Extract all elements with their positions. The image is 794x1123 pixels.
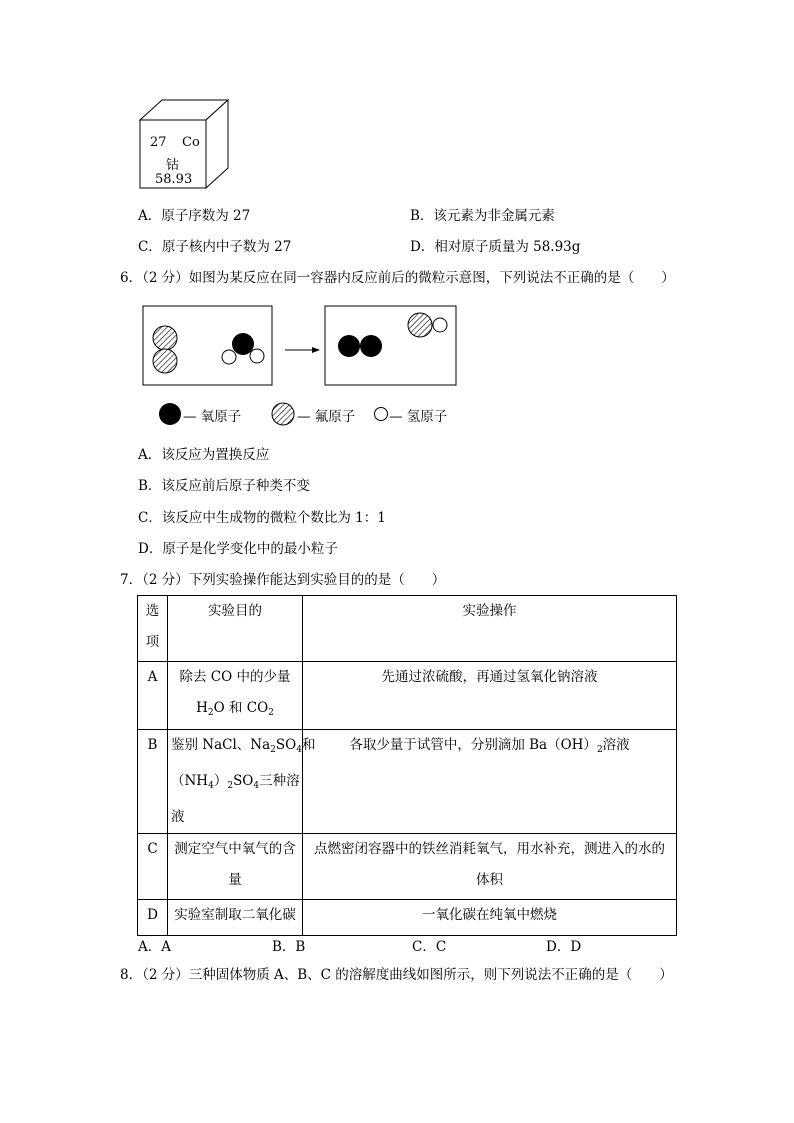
fluorine-atom <box>408 313 432 337</box>
table-row <box>138 730 677 834</box>
legend-fluorine-label: — 氟原子 <box>297 409 356 425</box>
q7-option-d[interactable]: D．D <box>546 939 582 955</box>
q5-option-c[interactable]: C．原子核内中子数为 27 <box>138 239 292 255</box>
q7-option-c[interactable]: C．C <box>412 939 447 955</box>
q6-reaction-diagram <box>140 303 460 393</box>
row-operation: 点燃密闭容器中的铁丝消耗氧气，用水补充，测进入的水的 体积 <box>303 834 677 900</box>
q5-option-a[interactable]: A．原子序数为 27 <box>138 208 251 224</box>
table-row <box>138 834 677 900</box>
q6-stem: 6．（2 分）如图为某反应在同一容器内反应前后的微粒示意图，下列说法不正确的是（ ） <box>120 270 675 286</box>
q8-stem: 8．（2 分）三种固体物质 A、B、C 的溶解度曲线如图所示，则下列说法不正确的是（ ） <box>120 967 673 983</box>
q5-option-d[interactable]: D．相对原子质量为 58.93g <box>410 239 581 255</box>
fluorine-legend-icon <box>270 401 296 427</box>
row-operation: 一氧化碳在纯氧中燃烧 <box>303 900 677 936</box>
hydrogen-atom <box>250 349 264 363</box>
header-option: 选 项 <box>138 596 168 662</box>
hydrogen-atom <box>433 318 447 332</box>
row-goal: 鉴别 NaCl、$Na_2SO_4$和 $(NH_4)_2SO_4$三种溶 液 <box>168 730 303 834</box>
row-option: A <box>138 662 168 730</box>
row-goal: 实验室制取二氧化碳 <box>168 900 303 936</box>
header-goal: 实验目的 <box>168 596 303 662</box>
row-operation: 先通过浓硫酸，再通过氢氧化钠溶液 <box>303 662 677 730</box>
oxygen-atom <box>232 333 254 355</box>
header-operation: 实验操作 <box>303 596 677 662</box>
q6-option-d[interactable]: D．原子是化学变化中的最小粒子 <box>138 541 338 557</box>
oxygen-atom <box>360 335 382 357</box>
table-row <box>138 900 677 936</box>
table-header-row <box>138 596 677 662</box>
fluorine-atom <box>153 326 177 350</box>
legend-oxygen-label: — 氧原子 <box>183 409 242 425</box>
q7-option-b[interactable]: B．B <box>272 939 306 955</box>
row-operation: 各取少量于试管中，分别滴加 $Ba(OH)_2$溶液 <box>303 730 677 834</box>
oxygen-legend-icon <box>157 401 183 427</box>
oxygen-atom <box>338 335 360 357</box>
q5-option-b[interactable]: B．该元素为非金属元素 <box>410 208 555 224</box>
q7-table <box>137 595 677 936</box>
q7-stem: 7．（2 分）下列实验操作能达到实验目的的是（ ） <box>120 572 446 588</box>
hydrogen-atom <box>222 350 236 364</box>
element-symbol: Co <box>182 135 200 150</box>
table-row <box>138 662 677 730</box>
row-option: C <box>138 834 168 900</box>
element-name: 钴 <box>166 158 180 173</box>
element-atomic-number: 27 <box>150 135 167 150</box>
hydrogen-legend-icon <box>373 406 389 422</box>
row-option: D <box>138 900 168 936</box>
legend-hydrogen-label: — 氢原子 <box>389 409 448 425</box>
q6-option-b[interactable]: B．该反应前后原子种类不变 <box>138 478 310 494</box>
q6-option-c[interactable]: C．该反应中生成物的微粒个数比为 1：1 <box>138 510 386 526</box>
row-goal: 除去 CO 中的少量 $H_2O$ 和 $CO_2$ <box>168 662 303 730</box>
q7-option-a[interactable]: A．A <box>138 939 171 955</box>
row-goal: 测定空气中氧气的含 量 <box>168 834 303 900</box>
fluorine-atom <box>153 349 177 373</box>
element-mass: 58.93 <box>155 172 193 187</box>
row-option: B <box>138 730 168 834</box>
q6-option-a[interactable]: A．该反应为置换反应 <box>138 447 270 463</box>
